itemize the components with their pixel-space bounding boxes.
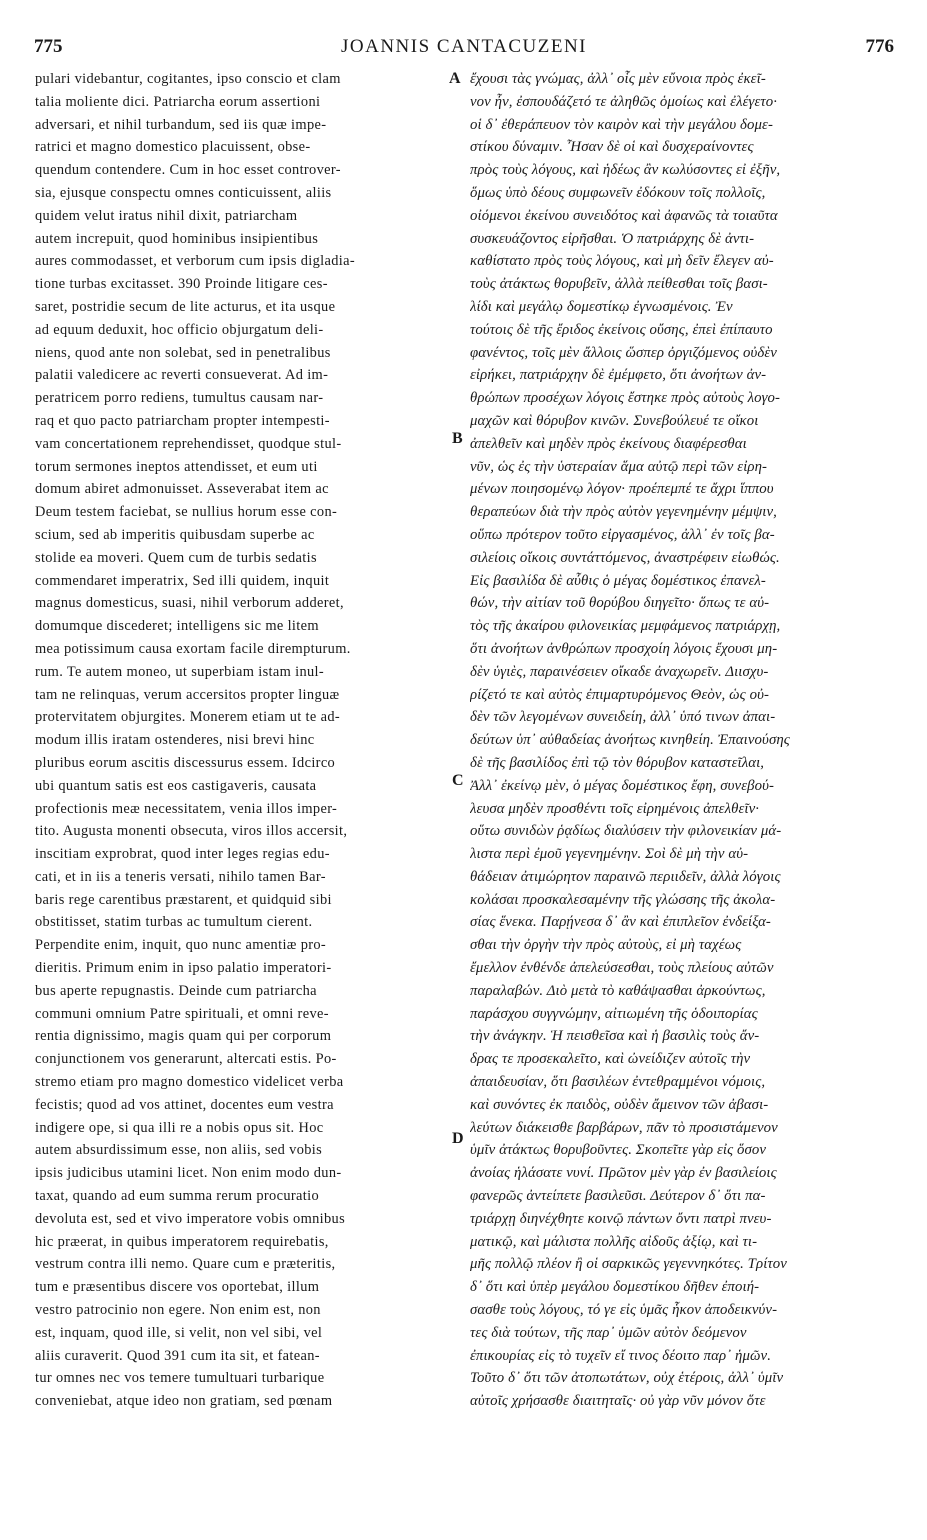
latin-text-line: Perpendite enim, inquit, quo nunc amentiæ pro-: [35, 937, 327, 954]
greek-text-line: τὴν ἀνάγκην. Ἡ πεισθεῖσα καὶ ἡ βασιλὶς τοὺς ἄν-: [470, 1028, 760, 1045]
page-number-right: 776: [865, 36, 894, 57]
latin-text-line: rentia dignissimo, magis quam qui per corporum: [35, 1028, 332, 1045]
latin-text-line: magnus domesticus, suasi, nihil verborum adderet,: [35, 595, 344, 612]
greek-text-line: συσκευάζοντος εἰρῆσθαι. Ὁ πατριάρχης δὲ ἀντι-: [470, 230, 755, 247]
greek-text-line: ρίζετό τε καὶ αὐτὸς ἐπιμαρτυρόμενος Θεὸν, ὡς οὐ-: [470, 686, 770, 703]
latin-text-line: ad equum deduxit, hoc officio objurgatum deli-: [35, 321, 324, 338]
section-mark-a: A: [449, 70, 461, 87]
greek-text-line: ἔμελλον ἐνθένδε ἀπελεύσεσθαι, τοὺς πλείους αὐτῶν: [470, 960, 774, 977]
latin-text-line: tione turbas excitasset. 390 Proinde litigare ces-: [35, 276, 328, 293]
latin-text-line: commendaret imperatrix, Sed illi quidem, inquit: [35, 572, 330, 589]
greek-text-line: θρώπων προσέχων λόγοις ἔστηκε πρὸς αὐτοὺς λογο-: [470, 390, 781, 407]
greek-text-line: θεραπεύων διὰ τὴν πρὸς αὐτὸν γεγενημένην μέμψιν,: [470, 504, 777, 521]
greek-text-line: δὲν ὑγιὲς, παραινέσειεν οἴκαδε ἀναχωρεῖν. Διισχυ-: [470, 663, 769, 680]
latin-text-line: fecistis; quod ad vos attinet, docentes eum vestra: [35, 1096, 334, 1113]
latin-text-line: obstitisset, statim turbas ac tumultum cierent.: [35, 914, 313, 931]
latin-text-line: profectionis meæ necessitatem, venia illos imper-: [35, 800, 338, 817]
greek-text-line: σίας ἕνεκα. Παρῄνεσα δ᾽ ἂν καὶ ἐπιπλεῖον ἐνδείξα-: [470, 914, 771, 931]
latin-text-line: saret, postridie secum de lite acturus, et ita usque: [35, 298, 336, 315]
latin-text-line: Deum testem faciebat, se nullius horum esse con-: [35, 504, 338, 521]
section-mark-d: D: [452, 1130, 464, 1147]
greek-text-line: παραλαβών. Διὸ μετὰ τὸ καθάψασθαι ἀρκούντως,: [470, 982, 766, 999]
greek-text-line: δὲν τῶν λεγομένων συνειδείη, ἀλλ᾽ ὑπό τινων ἀπαι-: [470, 709, 776, 726]
latin-text-line: ratrici et magno domestico placuissent, obse-: [35, 139, 311, 156]
latin-text-line: modum illis iratam ostenderes, nisi brevi hinc: [35, 732, 315, 749]
latin-text-line: communi omnium Patre spirituali, et omni reve-: [35, 1005, 329, 1022]
greek-text-line: οἰόμενοι ἐκείνου συνειδότος καὶ ἀφανῶς τὰ τοιαῦτα: [470, 207, 778, 224]
latin-text-line: dieritis. Primum enim in ipso palatio imperatori-: [35, 960, 332, 977]
greek-text-line: Ἀλλ᾽ ἐκείνῳ μὲν, ὁ μέγας δομέστικος ἔφη, συνεβού-: [470, 777, 775, 794]
greek-text-line: νον ἦν, ἐσπουδάζετό τε ἀληθῶς ὁμοίως καὶ ἐλέγετο·: [470, 93, 778, 110]
greek-text-line: ἔχουσι τὰς γνώμας, ἀλλ᾽ οἷς μὲν εὔνοια πρὸς ἐκεῖ-: [470, 71, 766, 87]
greek-text-line: καθίστατο πρὸς τοὺς λόγους, καὶ μὴ δεῖν ἔλεγεν αὐ-: [470, 253, 774, 270]
greek-text-line: εἰρήκει, πατριάρχην δὲ ἐμέμφετο, ὅτι ἀνοήτων ἀν-: [470, 367, 767, 384]
greek-text-line: αὐτοῖς χρήσασθε διαιτηταῖς· οὐ γὰρ νῦν μόνον ὅτε: [470, 1393, 766, 1410]
running-title: JOANNIS CANTACUZENI: [341, 36, 587, 57]
latin-text-line: pulari videbantur, cogitantes, ipso conscio et clam: [35, 71, 341, 87]
greek-text-line: σιλείοις οἴκοις συντάττόμενος, ἀναστρέφειν εἰωθώς.: [470, 549, 780, 566]
latin-column: [35, 68, 445, 1413]
greek-text-line: λευσα μηδὲν προσθέντι τοῖς εἰρημένοις ἀπελθεῖν·: [470, 800, 760, 817]
greek-text-line: ὅμως ὑπὸ δέους συμφωνεῖν ἐδόκουν τοῖς πολλοῖς,: [470, 184, 766, 201]
latin-text-line: hic præerat, in quibus imperatorem requirebatis,: [35, 1233, 329, 1250]
greek-text-line: οὕπω πρότερον τοῦτο εἰργασμένος, ἀλλ᾽ ἐν τοῖς βα-: [470, 526, 775, 543]
latin-text-line: torum sermones ineptos attendisset, et eum uti: [35, 458, 318, 475]
greek-text-line: μῆς πολλῷ πλέον ἢ οἱ σαρκικῶς γεγεννηκότες. Τρίτον: [470, 1256, 787, 1273]
greek-text-line: τοὺς ἀτάκτως θορυβεῖν, ἀλλὰ πείθεσθαι τοῖς βασι-: [470, 276, 768, 293]
latin-text-line: tur omnes nec vos temere tumultuari turbarique: [35, 1370, 325, 1387]
greek-text-line: τες διὰ τούτων, τῆς παρ᾽ ὑμῶν αὐτὸν δεόμενον: [470, 1324, 747, 1341]
latin-text-line: tum e præsentibus discere vos oportebat, illum: [35, 1279, 320, 1296]
greek-text-line: τὸς τῆς ἀκαίρου φιλονεικίας μεμφάμενος πατριάρχῃ,: [470, 618, 781, 635]
section-mark-b: B: [452, 430, 463, 447]
greek-text-line: ἀνοίας ἡλάσατε νυνί. Πρῶτον μὲν γὰρ ἐν βασιλείοις: [470, 1165, 777, 1182]
latin-text-line: domumque discederet; intelligens sic me litem: [35, 618, 319, 635]
latin-text-line: cati, et in iis a teneris versati, nihilo tamen Bar-: [35, 868, 326, 885]
greek-text-line: τούτοις δὲ τῆς ἔριδος ἐκείνοις οὔσης, ἐπεὶ ἐπίπαυτο: [470, 321, 773, 338]
greek-text-line: σθαι τὴν ὀργὴν τὴν πρὸς αὐτοὺς, εἰ μὴ ταχέως: [470, 937, 742, 954]
latin-text-line: baris rege carentibus præstarent, et quidquid sibi: [35, 891, 332, 908]
latin-text-line: ubi quantum satis est eos castigaveris, causata: [35, 777, 317, 794]
latin-text-line: adversari, et nihil turbandum, sed iis quæ impe-: [35, 116, 327, 133]
greek-text-line: σασθε τοὺς λόγους, τό γε εἰς ὑμᾶς ἧκον ἀποδεικνύν-: [470, 1302, 778, 1319]
greek-text-line: οἱ δ᾽ ἐθεράπευον τὸν καιρὸν καὶ τὴν μεγάλου δομε-: [470, 116, 774, 133]
greek-text-line: Εἰς βασιλίδα δὲ αὖθις ὁ μέγας δομέστικος ἐπανελ-: [470, 572, 766, 589]
latin-text-line: stremo etiam pro magno domestico videlicet verba: [35, 1074, 344, 1091]
latin-text-line: scium, sed ab imperitis quibusdam superbe ac: [35, 526, 315, 543]
greek-text-line: πρὸς τοὺς λόγους, καὶ ἡδέως ἂν κωλύσοντες εἰ ἐξῆν,: [470, 162, 781, 179]
greek-text-line: ὅτι ἀνοήτων ἀνθρώπων προσχοίη λόγοις ἔχουσι μη-: [470, 640, 778, 657]
latin-text-line: taxat, quando ad eum summa rerum procuratio: [35, 1188, 319, 1205]
latin-text-line: vam concertationem reprehendisset, quodque stul-: [35, 435, 342, 452]
greek-text-line: μαχῶν καὶ θόρυβον κινῶν. Συνεβούλευέ τε οἴκοι: [470, 412, 759, 429]
latin-text-line: vestro patrocinio non egere. Non enim est, non: [35, 1302, 321, 1319]
latin-text-line: est, inquam, quod ille, si velit, non vel sibi, vel: [35, 1324, 323, 1341]
greek-text-line: ὑμῖν ἀτάκτως θορυβοῦντες. Σκοπεῖτε γὰρ εἰς ὅσον: [470, 1142, 767, 1159]
greek-text-line: θάδειαν ἀτιμώρητον παραινῶ περιιδεῖν, ἀλλὰ λόγοις: [470, 868, 781, 885]
latin-text-line: autem absurdissimum esse, non aliis, sed vobis: [35, 1142, 323, 1159]
greek-text-line: θών, τὴν αἰτίαν τοῦ θορύβου διηγεῖτο· ὅπως τε αὐ-: [470, 595, 770, 612]
latin-text-line: mea potissimum causa exortam facile dirempturum.: [35, 640, 351, 657]
latin-text-line: protervitatem objurgites. Monerem etiam ut te ad-: [35, 709, 341, 726]
section-mark-c: C: [452, 772, 464, 789]
page-header: [34, 30, 894, 66]
latin-text-line: conjunctionem vos generarunt, altercati estis. Po-: [35, 1051, 337, 1068]
greek-text-line: δὲ τῆς βασιλίδος ἐπὶ τῷ τὸν θόρυβον καταστεῖλαι,: [470, 754, 765, 771]
greek-text-line: νῦν, ὡς ἐς τὴν ὑστεραίαν ἅμα αὐτῷ περὶ τῶν εἰρη-: [470, 458, 768, 475]
latin-text-line: stolide ea moveri. Quem cum de turbis sedatis: [35, 549, 317, 566]
greek-text-line: παράσχου συγγνώμην, αἰτιωμένη τῆς ὁδοιπορίας: [470, 1005, 758, 1022]
latin-text-line: raq et quo pacto patriarcham propter intempesti-: [35, 412, 330, 429]
greek-text-line: μένων ποιησομένῳ λόγον· προέπεμπέ τε ἄχρι ἵππου: [470, 481, 774, 498]
latin-text-line: pluribus eorum ascitis discessurus essem. Idcirco: [35, 754, 336, 771]
page-number-left: 775: [34, 36, 63, 57]
latin-text-line: aliis curaverit. Quod 391 cum ita sit, et fatean-: [35, 1347, 320, 1364]
greek-column: [470, 68, 895, 1413]
greek-text-line: δεύτων ὑπ᾽ αὐθαδείας ἀνοήτως κινηθείη. Ἐπαινούσης: [470, 732, 790, 749]
latin-text-line: peratricem porro rediens, tumultus causam nar-: [35, 390, 324, 407]
greek-text-line: καὶ συνόντες ἐκ παιδὸς, οὐδὲν ἄμεινον τῶν ἀβασι-: [470, 1096, 769, 1113]
latin-text-line: sia, ejusque conspectu omnes conticuissent, aliis: [35, 184, 332, 201]
greek-text-line: φανερῶς ἀντείπετε βασιλεῦσι. Δεύτερον δ᾽ ὅτι πα-: [470, 1188, 766, 1205]
latin-text-line: inscitiam exprobrat, quod inter leges regias edu-: [35, 846, 330, 863]
latin-text-line: vestrum contra illi nemo. Quare cum e præteritis,: [35, 1256, 336, 1273]
greek-text-line: λίδι καὶ μεγάλῳ δομεστίκῳ ἐγνωσμένοις. Ἐν: [470, 298, 733, 315]
greek-text-line: οὕτω συνιδὼν ῥᾳδίως διαλύσειν τὴν φιλονεικίαν μά-: [470, 823, 782, 840]
greek-text-line: Τοῦτο δ᾽ ὅτι τῶν ἀτοπωτάτων, οὐχ ἑτέροις, ἀλλ᾽ ὑμῖν: [470, 1370, 784, 1387]
latin-text-line: domum abiret admonuisset. Asseverabat item ac: [35, 481, 329, 498]
greek-text-line: λιστα περὶ ἐμοῦ γεγενημένην. Σοὶ δὲ μὴ τὴν αὐ-: [470, 846, 749, 863]
latin-text-line: conveniebat, atque ideo non gratiam, sed pœnam: [35, 1393, 333, 1410]
latin-text-line: quidem velut iratus nihil dixit, patriarcham: [35, 207, 298, 224]
greek-text-line: λεύτων διάκεισθε βαρβάρων, πᾶν τὸ προσιστάμενον: [470, 1119, 778, 1136]
latin-text-line: ipsis judicibus utamini licet. Non enim modo dun-: [35, 1165, 342, 1182]
latin-text-line: talia moliente dici. Patriarcha eorum assertioni: [35, 93, 321, 110]
latin-text-line: tam ne relinquas, verum accersitos propter linguæ: [35, 686, 340, 703]
latin-text-line: autem increpuit, quod hominibus insipientibus: [35, 230, 319, 247]
greek-text-line: στίκου δύναμιν. Ἦσαν δὲ οἱ καὶ δυσχεραίνοντες: [470, 139, 754, 156]
greek-text-line: ἐπικουρίας εἰς τὸ τυχεῖν εἴ τινος δέοιτο παρ᾽ ἡμῶν.: [470, 1347, 771, 1364]
latin-text-line: bus aperte repugnastis. Deinde cum patriarcha: [35, 982, 317, 999]
latin-text-line: devoluta est, sed et vivo imperatore vobis omnibus: [35, 1210, 346, 1227]
latin-text-line: quendum contendere. Cum in hoc esset controver-: [35, 162, 341, 179]
greek-text-line: ματικῷ, καὶ μάλιστα πολλῆς αἰδοῦς ἀξίῳ, καὶ τι-: [470, 1233, 758, 1250]
greek-text-line: ἀπαιδευσίαν, ὅτι βασιλέων ἐντεθραμμένοι νόμοις,: [470, 1074, 766, 1091]
latin-text-line: indigere ope, si qua illi re a nobis opus sit. Hoc: [35, 1119, 324, 1136]
latin-text-line: tito. Augusta monenti obsecuta, viros illos accersit,: [35, 823, 348, 840]
greek-text-line: φανέντος, τοῖς μὲν ἄλλοις ὥσπερ ὀργιζόμενος οὐδὲν: [470, 344, 777, 361]
greek-text-line: κολάσαι προσκαλεσαμένην τῆς γλώσσης τῆς ἀκολα-: [470, 891, 776, 908]
greek-text-line: ἀπελθεῖν καὶ μηδὲν πρὸς ἐκείνους διαφέρεσθαι: [470, 435, 747, 452]
greek-text-line: δρας τε προσεκαλεῖτο, καὶ ὠνείδιζεν αὐτοῖς τὴν: [470, 1051, 751, 1068]
latin-text-line: niens, quod ante non solebat, sed in penetralibus: [35, 344, 331, 361]
latin-text-line: palatii valedicere ac reverti consueverat. Ad im-: [35, 367, 329, 384]
greek-text-line: τριάρχῃ διηνέχθητε κοινῷ πάντων ὄντι πατρὶ πνευ-: [470, 1210, 772, 1227]
latin-text-line: rum. Te autem moneo, ut superbiam istam inul-: [35, 663, 325, 680]
latin-text-line: aures commodasset, et verborum cum ipsis digladia-: [35, 253, 356, 270]
greek-text-line: δ᾽ ὅτι καὶ ὑπὲρ μεγάλου δομεστίκου δῆθεν ἐποιή-: [470, 1279, 760, 1296]
